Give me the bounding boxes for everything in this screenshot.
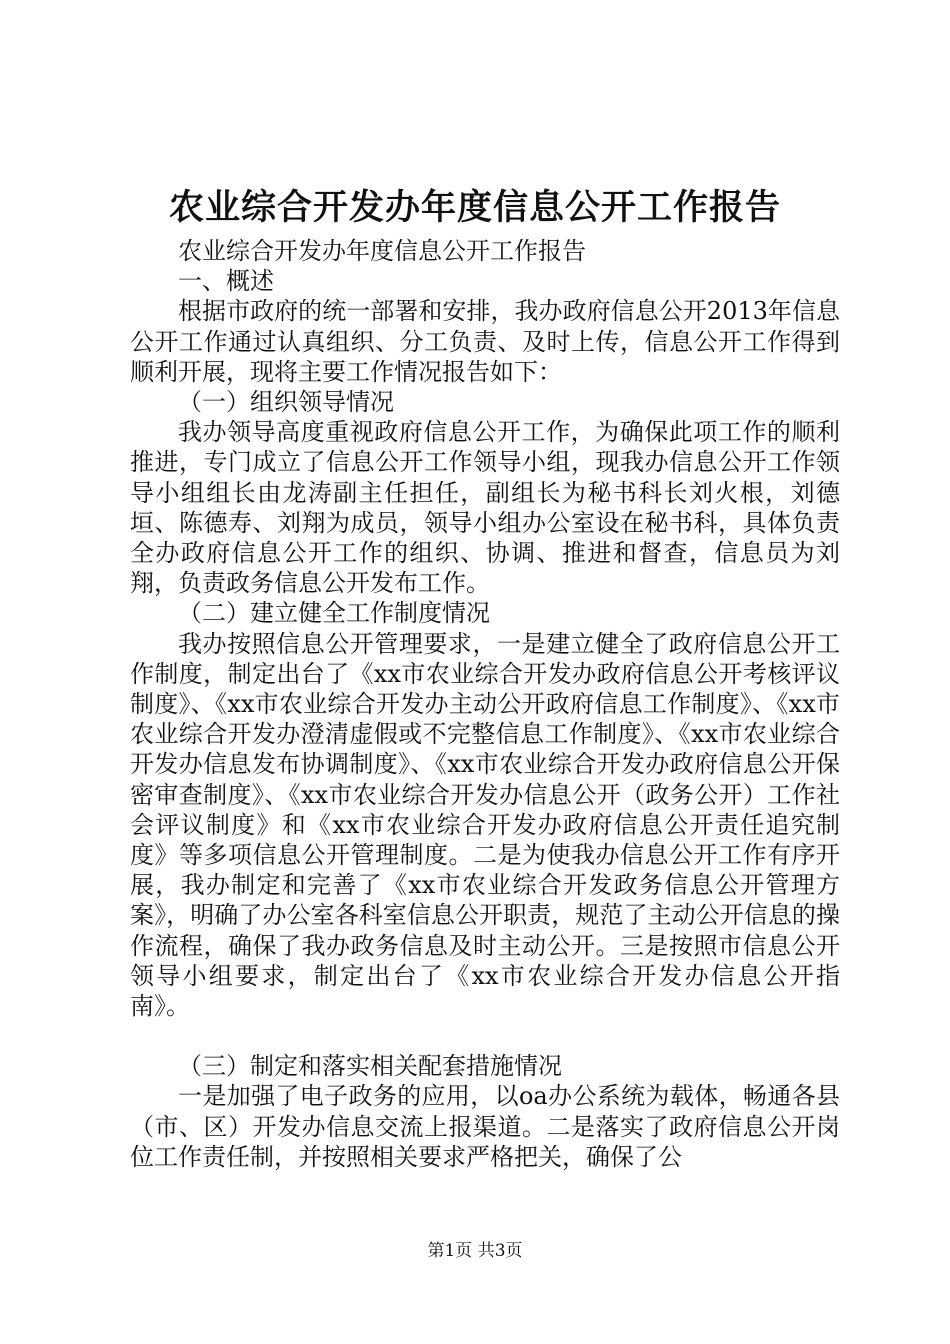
subtitle-paragraph: 农业综合开发办年度信息公开工作报告 [178,237,586,265]
section-heading-measures: （三）制定和落实相关配套措施情况 [178,1052,562,1081]
overview-paragraph: 根据市政府的统一部署和安排，我办政府信息公开2013年信息公开工作通过认真组织、分工负责、及时上传，信息公开工作得到顺利开展，现将主要工作情况报告如下： [130,297,840,386]
organization-paragraph: 我办领导高度重视政府信息公开工作，为确保此项工作的顺利推进，专门成立了信息公开工作领导小组，现我办信息公开工作领导小组组长由龙涛副主任担任，副组长为秘书科长刘火根，刘德垣、陈德寿、刘翔为成员，领导小组办公室设在秘书科，具体负责全办政府信息公开工作的组织、协调、推进和督查，信息员为刘翔，负责政务信息公开发布工作。 [130,418,840,598]
system-paragraph: 我办按照信息公开管理要求，一是建立健全了政府信息公开工作制度，制定出台了《xx市农业综合开发办政府信息公开考核评议制度》、《xx市农业综合开发办主动公开政府信息工作制度》、《xx市农业综合开发办澄清虚假或不完整信息工作制度》、《xx市农业综合开发办信息发布协调制度》、《xx市农业综合开发办政府信息公开保密审查制度》、《xx市农业综合开发办信息公开（政务公开）工作社会评议制度》和《xx市农业综合开发办政府信息公开责任追究制度》等多项信息公开管理制度。二是为使我办信息公开工作有序开展，我办制定和完善了《xx市农业综合开发政务信息公开管理方案》，明确了办公室各科室信息公开职责，规范了主动公开信息的操作流程，确保了我办政务信息及时主动公开。三是按照市信息公开领导小组要求，制定出台了《xx市农业综合开发办信息公开指南》。 [130,629,840,1021]
section-heading-system: （二）建立健全工作制度情况 [178,599,490,628]
page-footer: 第1页 共3页 [427,1241,523,1261]
section-heading-organization: （一）组织领导情况 [178,388,394,417]
section-heading-overview: 一、概述 [178,267,274,296]
document-title: 农业综合开发办年度信息公开工作报告 [168,187,781,228]
measures-paragraph: 一是加强了电子政务的应用，以oa办公系统为载体，畅通各县（市、区）开发办信息交流上报渠道。二是落实了政府信息公开岗位工作责任制，并按照相关要求严格把关，确保了公 [130,1082,840,1171]
document-body [130,236,840,1172]
